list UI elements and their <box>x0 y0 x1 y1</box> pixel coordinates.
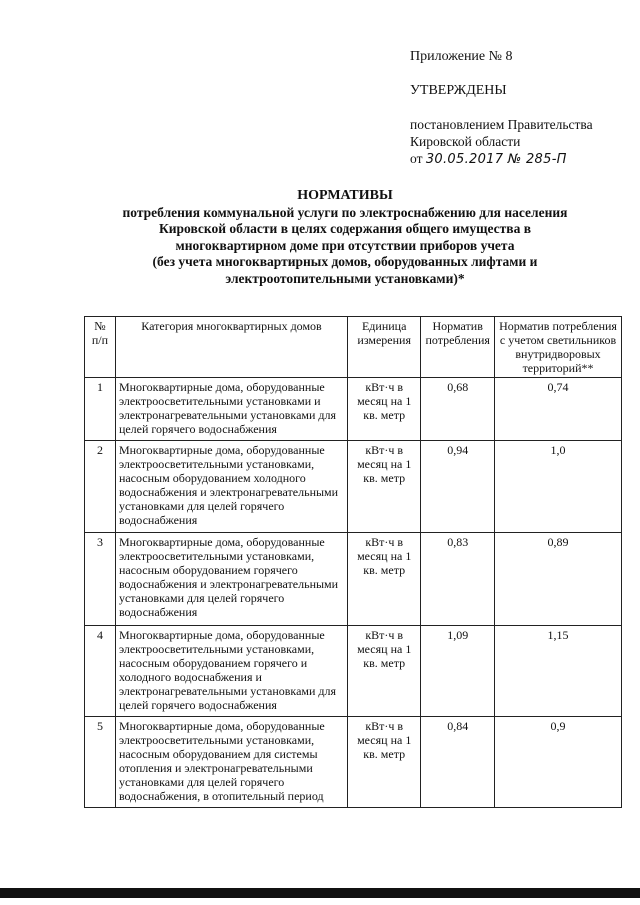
table-row <box>85 626 622 717</box>
row-norm-lighting: 0,9 <box>495 717 622 808</box>
decree-prefix: от <box>410 151 423 166</box>
row-category: Многоквартирные дома, оборудованные электроосветительными установками, насосным оборудованием холодного водоснабжения и электронагревательными установками для целей горячего водоснабжения <box>115 441 347 533</box>
header-category: Категория многоквартирных домов <box>115 317 347 378</box>
row-norm-lighting: 1,0 <box>495 441 622 533</box>
decree-line-2: Кировской области <box>410 134 521 149</box>
row-norm-lighting: 0,89 <box>495 533 622 626</box>
row-norm: 1,09 <box>421 626 495 717</box>
row-norm-lighting: 1,15 <box>495 626 622 717</box>
row-num: 3 <box>85 533 116 626</box>
table-row <box>85 378 622 441</box>
row-norm: 0,68 <box>421 378 495 441</box>
title-main: НОРМАТИВЫ <box>297 188 393 203</box>
title-line-3: многоквартирном доме при отсутствии приборов учета <box>175 237 515 253</box>
annex-number: Приложение № 8 <box>410 49 513 64</box>
row-norm-lighting: 0,74 <box>495 378 622 441</box>
decree-handwritten-date: 30.05.2017 № 285-П <box>425 152 567 167</box>
row-unit: кВт·ч в месяц на 1 кв. метр <box>348 626 421 717</box>
row-norm: 0,84 <box>421 717 495 808</box>
document-title <box>100 188 590 287</box>
norms-table <box>84 316 622 808</box>
row-unit: кВт·ч в месяц на 1 кв. метр <box>348 441 421 533</box>
row-num: 5 <box>85 717 116 808</box>
header-num: № п/п <box>85 317 116 378</box>
table-header-row <box>85 317 622 378</box>
decree-reference <box>410 116 593 168</box>
row-num: 1 <box>85 378 116 441</box>
scan-edge-bar <box>0 888 640 898</box>
row-num: 4 <box>85 626 116 717</box>
header-norm-lighting: Норматив потребления с учетом светильников внутридворовых территорий** <box>495 317 622 378</box>
decree-line-1: постановлением Правительства <box>410 117 593 132</box>
approved-label: УТВЕРЖДЕНЫ <box>410 83 507 98</box>
header-unit: Единица измерения <box>348 317 421 378</box>
row-norm: 0,83 <box>421 533 495 626</box>
title-line-4: (без учета многоквартирных домов, оборудованных лифтами и <box>152 254 538 269</box>
row-norm: 0,94 <box>421 441 495 533</box>
row-unit: кВт·ч в месяц на 1 кв. метр <box>348 378 421 441</box>
title-line-1: потребления коммунальной услуги по электроснабжению для населения <box>122 204 568 220</box>
row-category: Многоквартирные дома, оборудованные электроосветительными установками, насосным оборудованием для системы отопления и электронагревательными установками для целей горячего водоснабжения, в отопительный период <box>115 717 347 808</box>
header-norm: Норматив потребления <box>421 317 495 378</box>
row-unit: кВт·ч в месяц на 1 кв. метр <box>348 717 421 808</box>
decree-line-3 <box>410 150 593 168</box>
table-row <box>85 717 622 808</box>
row-category: Многоквартирные дома, оборудованные электроосветительными установками, насосным оборудованием горячего и холодного водоснабжения и электронагревательными установками для целей горячего водоснабжения <box>115 626 347 717</box>
table-row <box>85 533 622 626</box>
row-category: Многоквартирные дома, оборудованные электроосветительными установками, насосным оборудованием горячего водоснабжения и электронагревательными установками для целей горячего водоснабжения <box>115 533 347 626</box>
row-category: Многоквартирные дома, оборудованные электроосветительными установками и электронагревательными установками для целей горячего водоснабжения <box>115 378 347 441</box>
row-unit: кВт·ч в месяц на 1 кв. метр <box>348 533 421 626</box>
row-num: 2 <box>85 441 116 533</box>
table-row <box>85 441 622 533</box>
title-line-5: электроотопительными установками)* <box>225 270 465 286</box>
title-line-2: Кировской области в целях содержания общего имущества в <box>158 221 531 236</box>
